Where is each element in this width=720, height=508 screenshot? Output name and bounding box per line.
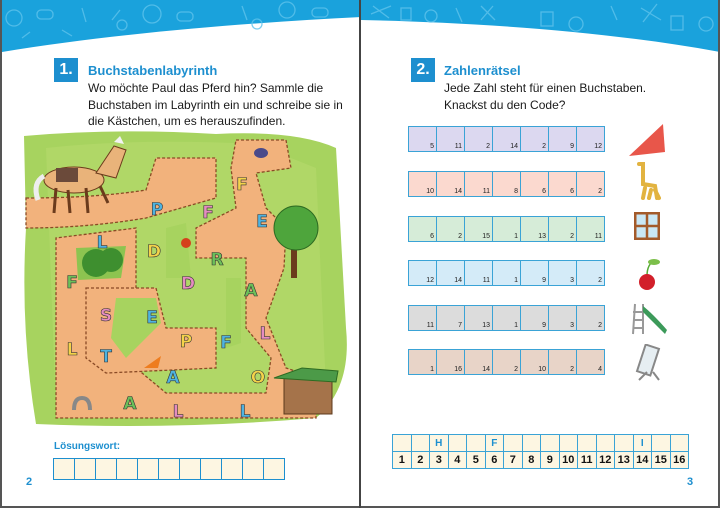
key-letter-cell[interactable]: F	[485, 435, 504, 452]
key-number-cell: 1	[393, 452, 412, 469]
key-number-cell: 3	[430, 452, 449, 469]
instruction-line: Knackst du den Code?	[444, 97, 566, 112]
task-number-badge: 2.	[411, 58, 435, 82]
code-row-window	[408, 216, 604, 242]
key-letter-cell[interactable]	[615, 435, 634, 452]
instruction-line: Jede Zahl steht für einen Buchstaben.	[444, 81, 647, 95]
key-number-cell: 15	[652, 452, 671, 469]
instruction-line: die Kästchen, um es herauszufinden.	[88, 114, 286, 128]
maze-letter: E	[146, 308, 158, 328]
code-cell[interactable]: 14	[436, 260, 465, 286]
key-number-cell: 14	[633, 452, 652, 469]
answer-box[interactable]	[95, 458, 117, 480]
code-cell[interactable]: 13	[464, 305, 493, 331]
answer-box[interactable]	[179, 458, 201, 480]
key-number-cell: 13	[615, 452, 634, 469]
answer-boxes	[53, 458, 284, 480]
code-cell[interactable]: 2	[576, 305, 605, 331]
maze-letter: F	[202, 203, 214, 223]
key-letters-row	[393, 435, 689, 452]
code-row-giraffe	[408, 171, 604, 197]
code-cell[interactable]: 2	[492, 349, 521, 375]
code-cell[interactable]: 3	[548, 260, 577, 286]
code-row-cherry	[408, 260, 604, 286]
code-cell[interactable]: 6	[408, 216, 437, 242]
key-letter-cell[interactable]	[393, 435, 412, 452]
maze-letter: L	[66, 340, 78, 360]
header-band	[2, 0, 359, 60]
slide-icon	[629, 300, 669, 336]
header-band	[361, 0, 718, 60]
code-cell[interactable]: 2	[520, 126, 549, 152]
answer-box[interactable]	[137, 458, 159, 480]
code-cell[interactable]: 8	[492, 171, 521, 197]
code-row-slide	[408, 305, 604, 331]
key-number-cell: 10	[559, 452, 578, 469]
key-number-cell: 16	[670, 452, 689, 469]
maze-letter: P	[179, 332, 193, 352]
task-instructions	[88, 80, 343, 130]
code-cell[interactable]: 2	[576, 171, 605, 197]
code-cell[interactable]: 2	[464, 126, 493, 152]
maze-letter: D	[180, 274, 196, 294]
answer-box[interactable]	[53, 458, 75, 480]
key-number-cell: 4	[448, 452, 467, 469]
code-cell[interactable]: 12	[408, 260, 437, 286]
instruction-line: Buchstaben im Labyrinth ein und schreibe sie in	[88, 97, 343, 112]
page-number: 3	[687, 476, 694, 488]
right-page	[361, 0, 720, 508]
code-cell[interactable]: 14	[436, 171, 465, 197]
shed-illustration	[274, 368, 338, 414]
window-icon	[634, 212, 660, 240]
task-number-badge: 1.	[54, 58, 78, 82]
code-cell[interactable]: 9	[520, 305, 549, 331]
code-cell[interactable]: 1	[492, 305, 521, 331]
maze-letter: T	[100, 347, 112, 367]
maze-letter: R	[210, 250, 224, 270]
key-number-cell: 9	[541, 452, 560, 469]
code-cell[interactable]: 11	[576, 216, 605, 242]
triangle-icon	[627, 122, 667, 158]
answer-box[interactable]	[116, 458, 138, 480]
maze-letter: L	[96, 233, 108, 253]
code-cell[interactable]: 11	[436, 126, 465, 152]
instruction-line: Wo möchte Paul das Pferd hin? Sammle die	[88, 81, 324, 95]
key-letter-cell[interactable]	[411, 435, 430, 452]
code-row-mirror	[408, 349, 604, 375]
code-cell[interactable]: 14	[492, 126, 521, 152]
answer-box[interactable]	[74, 458, 96, 480]
key-letter-cell[interactable]	[652, 435, 671, 452]
code-cell[interactable]: 9	[520, 260, 549, 286]
code-cell[interactable]: 16	[436, 349, 465, 375]
code-cell[interactable]: 2	[548, 349, 577, 375]
key-number-cell: 2	[411, 452, 430, 469]
maze-letter: D	[146, 242, 162, 262]
key-letter-cell[interactable]	[522, 435, 541, 452]
maze-letter: S	[99, 306, 113, 326]
key-letter-cell[interactable]	[541, 435, 560, 452]
giraffe-icon	[631, 160, 661, 202]
maze-letter: F	[66, 273, 78, 293]
code-cell[interactable]: 4	[576, 349, 605, 375]
task-instructions	[444, 80, 646, 113]
answer-box[interactable]	[263, 458, 285, 480]
key-number-cell: 12	[596, 452, 615, 469]
code-cell[interactable]: 2	[436, 216, 465, 242]
key-letter-cell[interactable]	[448, 435, 467, 452]
maze-letter: A	[166, 368, 180, 388]
answer-box[interactable]	[158, 458, 180, 480]
key-letter-cell[interactable]: H	[430, 435, 449, 452]
code-cell[interactable]: 2	[576, 260, 605, 286]
cherry-icon	[635, 256, 661, 292]
key-number-cell: 5	[467, 452, 486, 469]
code-cell[interactable]: 12	[576, 126, 605, 152]
code-key-table	[392, 434, 689, 469]
key-number-cell: 6	[485, 452, 504, 469]
maze-letter: F	[220, 333, 232, 353]
answer-box[interactable]	[200, 458, 222, 480]
key-numbers-row	[393, 452, 689, 469]
key-letter-cell[interactable]	[467, 435, 486, 452]
code-cell[interactable]: 5	[408, 126, 437, 152]
maze-letter: L	[259, 324, 271, 344]
code-cell[interactable]: 11	[464, 260, 493, 286]
task-title: Zahlenrätsel	[444, 63, 521, 78]
maze-letter: E	[256, 212, 268, 232]
key-letter-cell[interactable]: I	[633, 435, 652, 452]
key-number-cell: 7	[504, 452, 523, 469]
maze-letter: P	[150, 200, 164, 220]
code-cell[interactable]: 14	[464, 349, 493, 375]
code-cell[interactable]: 1	[492, 260, 521, 286]
key-letter-cell[interactable]	[670, 435, 689, 452]
maze-letter: L	[239, 402, 251, 422]
maze-letter: L	[172, 402, 184, 422]
code-cell[interactable]: 11	[408, 305, 437, 331]
maze-letter: A	[244, 281, 258, 301]
key-letter-cell[interactable]	[504, 435, 523, 452]
mirror-icon	[633, 344, 665, 382]
code-cell[interactable]: 3	[548, 305, 577, 331]
key-number-cell: 8	[522, 452, 541, 469]
code-cell[interactable]: 11	[464, 171, 493, 197]
code-cell[interactable]: 10	[520, 349, 549, 375]
code-cell[interactable]: 1	[492, 216, 521, 242]
maze-letter: O	[250, 368, 266, 388]
maze-letter: A	[123, 394, 137, 414]
code-cell[interactable]: 13	[520, 216, 549, 242]
code-cell[interactable]: 7	[436, 305, 465, 331]
code-cell[interactable]: 10	[408, 171, 437, 197]
task-title: Buchstabenlabyrinth	[88, 63, 218, 78]
key-letter-cell[interactable]	[596, 435, 615, 452]
code-cell[interactable]: 9	[548, 126, 577, 152]
answer-box[interactable]	[242, 458, 264, 480]
page-number: 2	[26, 476, 33, 488]
maze-letter: F	[236, 175, 248, 195]
code-cell[interactable]: 2	[548, 216, 577, 242]
answer-label: Lösungswort:	[54, 441, 121, 452]
key-letter-cell[interactable]	[578, 435, 597, 452]
code-cell[interactable]: 15	[464, 216, 493, 242]
answer-box[interactable]	[221, 458, 243, 480]
key-letter-cell[interactable]	[559, 435, 578, 452]
code-cell[interactable]: 6	[548, 171, 577, 197]
code-row-triangle	[408, 126, 604, 152]
letter-maze-illustration	[16, 128, 352, 430]
code-cell[interactable]: 1	[408, 349, 437, 375]
left-page	[0, 0, 359, 508]
key-number-cell: 11	[578, 452, 597, 469]
code-cell[interactable]: 6	[520, 171, 549, 197]
